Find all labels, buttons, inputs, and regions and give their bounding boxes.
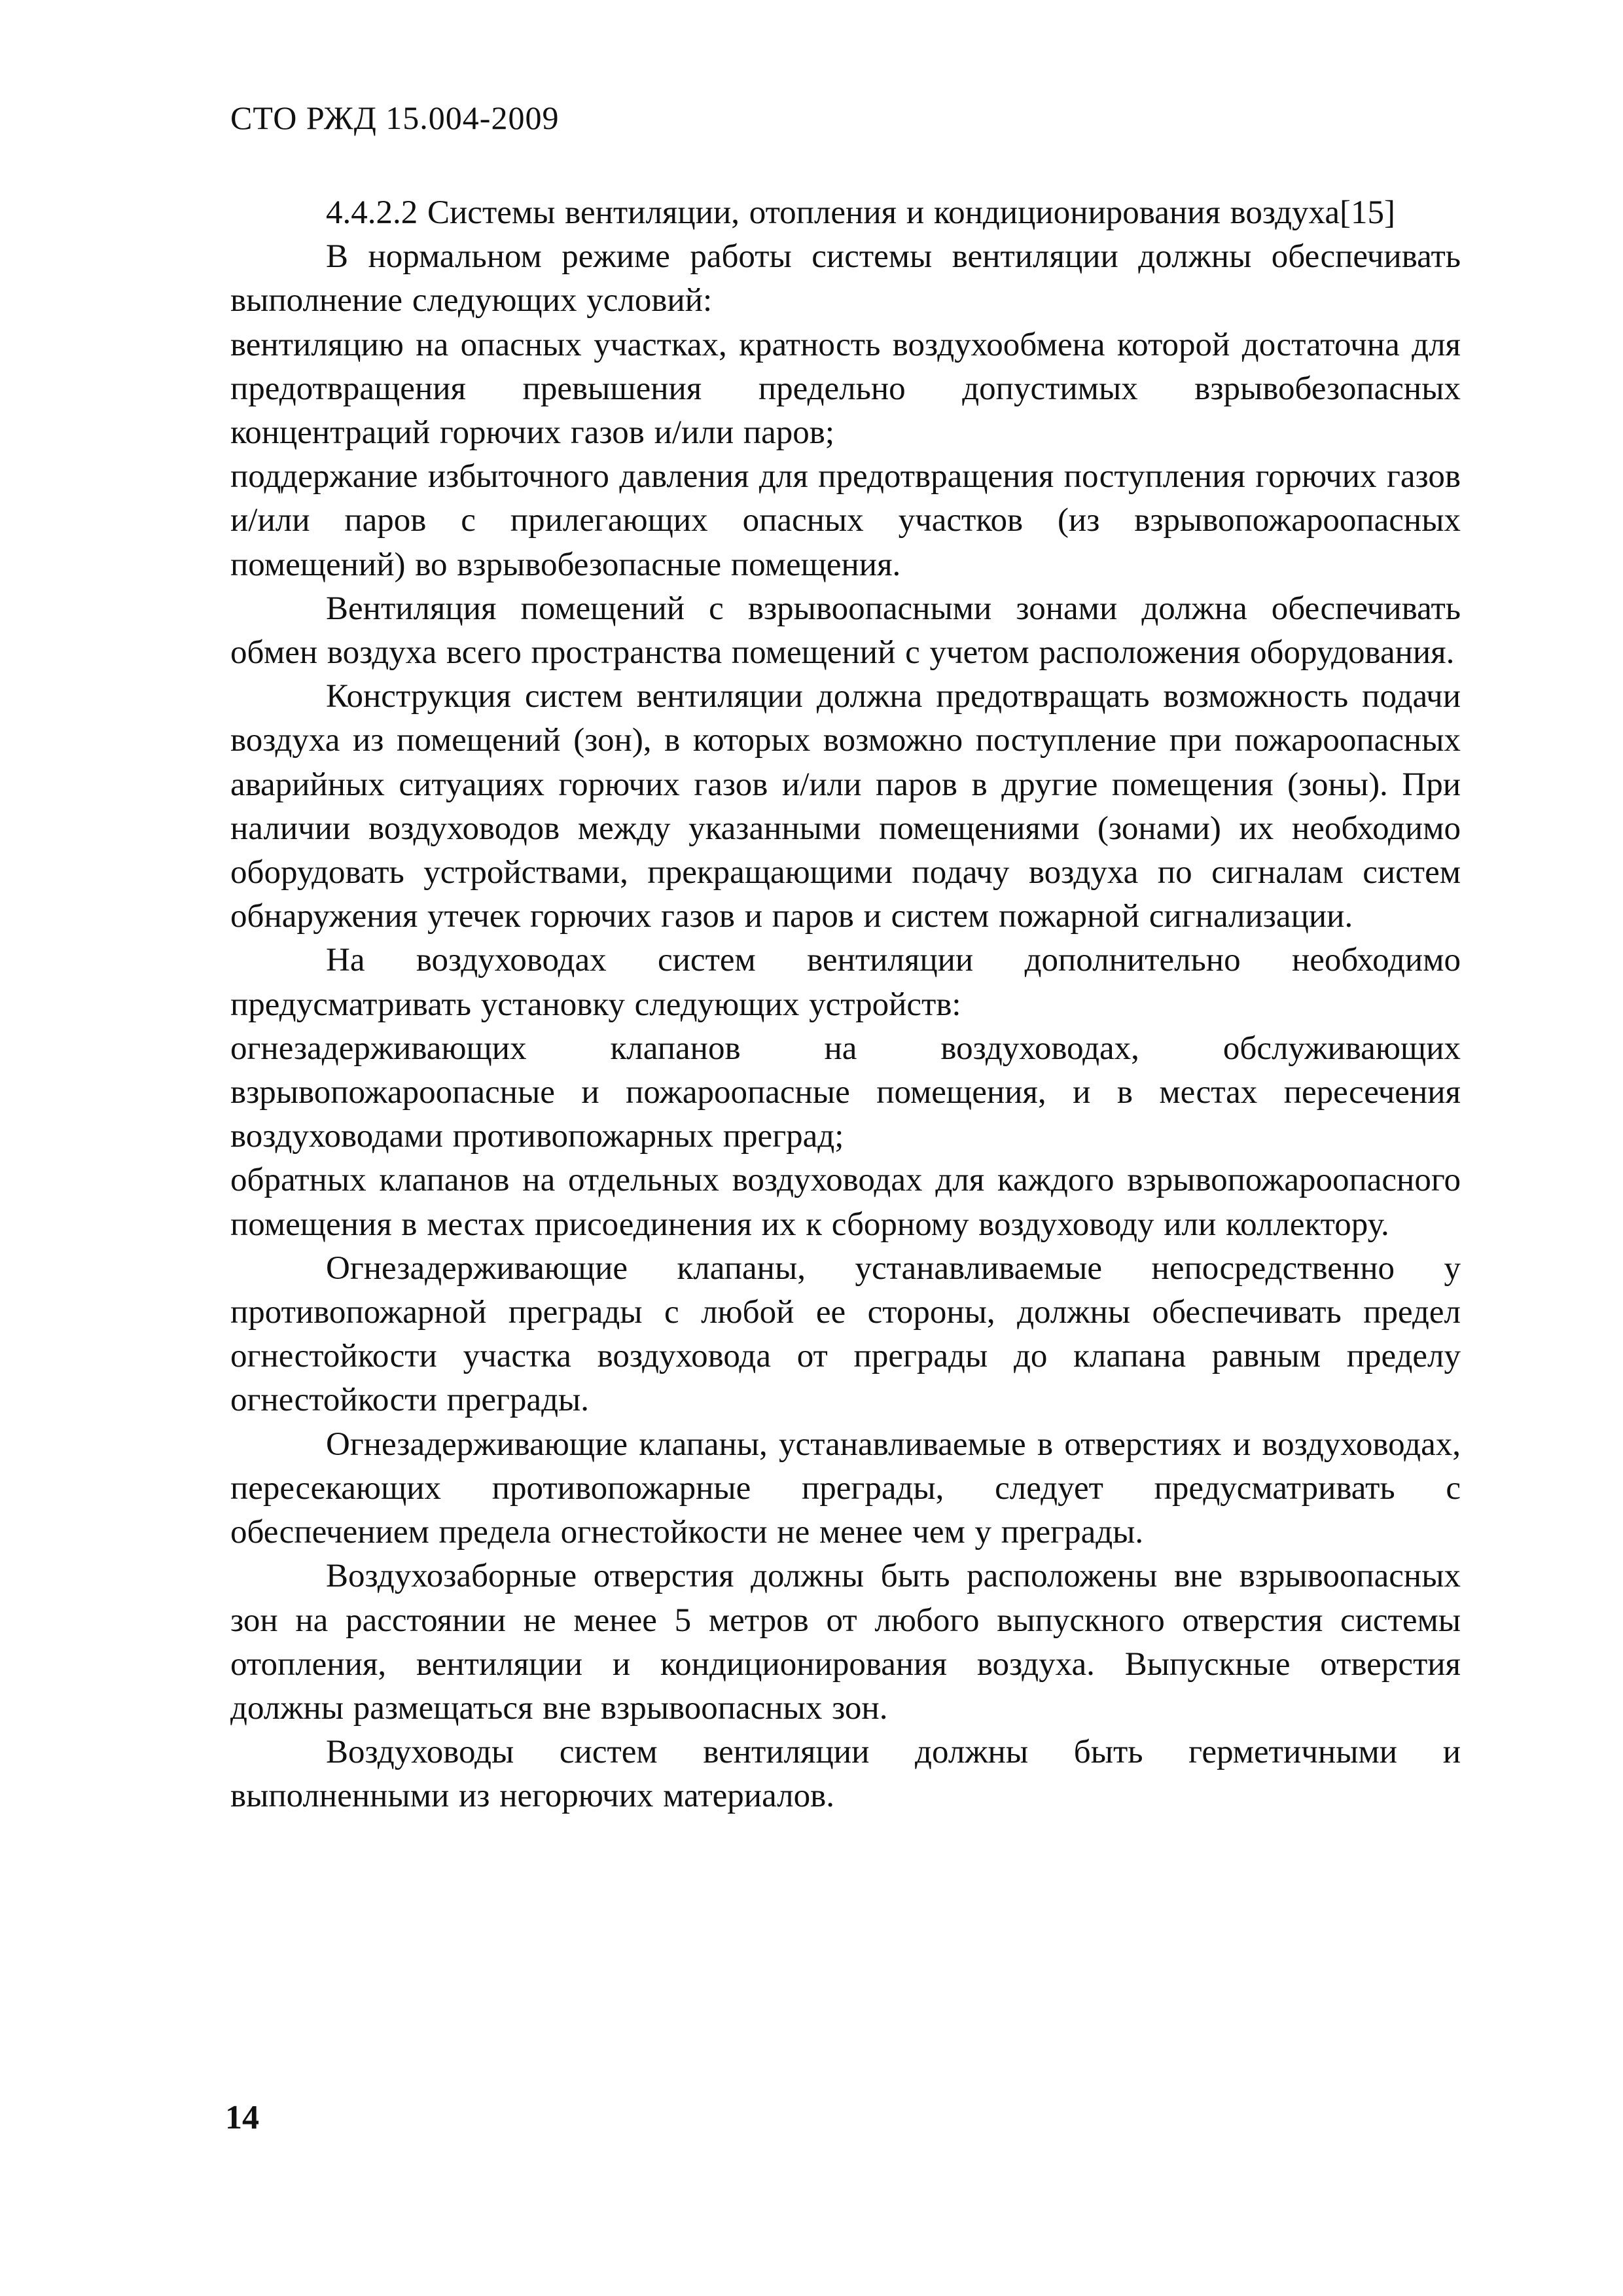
paragraph-system-design: Конструкция систем вентиляции должна предотвращать возможность подачи воздуха из помещений (зон), в которых возможно поступление при пожароопасных аварийных ситуациях горючих газов и/или паров в другие помещения (зоны). При наличии воздуховодов между указанными помещениями (зонами) их необходимо оборудовать устройствами, прекращающими подачу воздуха по сигналам систем обнаружения утечек горючих газов и паров и систем пожарной сигнализации. [230, 678, 1461, 935]
document-body [230, 191, 1461, 1819]
paragraph-damper-at-barrier: Огнезадерживающие клапаны, устанавливаемые непосредственно у противопожарной преграды с любой ее стороны, должны обеспечивать предел огнестойкости участка воздуховода от преграды до клапана равным пределу огнестойкости преграды. [230, 1249, 1461, 1419]
paragraph-damper-in-openings: Огнезадерживающие клапаны, устанавливаемые в отверстиях и воздуховодах, пересекающих противопожарные преграды, следует предусматривать с обеспечением предела огнестойкости не менее чем у преграды. [230, 1426, 1461, 1551]
paragraph-duct-devices: На воздуховодах систем вентиляции дополнительно необходимо предусматривать установку следующих устройств: [230, 942, 1461, 1023]
paragraph-air-intakes: Воздухозаборные отверстия должны быть расположены вне взрывоопасных зон на расстоянии не менее 5 метров от любого выпускного отверстия системы отопления, вентиляции и кондиционирования воздуха. Выпускные отверстия должны размещаться вне взрывоопасных зон. [230, 1558, 1461, 1727]
page-number: 14 [225, 2099, 259, 2136]
paragraph-normal-mode: В нормальном режиме работы системы вентиляции должны обеспечивать выполнение следующих условий: [230, 238, 1461, 319]
list-item-check-valves: обратных клапанов на отдельных воздуховодах для каждого взрывопожароопасного помещения в местах присоединения их к сборному воздуховоду или коллектору. [230, 1162, 1461, 1243]
page-header-doc-code: СТО РЖД 15.004-2009 [230, 99, 560, 136]
section-heading-4-4-2-2: 4.4.2.2 Системы вентиляции, отопления и кондиционирования воздуха[15] [326, 194, 1395, 231]
list-item-fire-dampers: огнезадерживающих клапанов на воздуховодах, обслуживающих взрывопожароопасные и пожароопасные помещения, и в местах пересечения воздуховодами противопожарных преград; [230, 1030, 1461, 1155]
list-item-overpressure: поддержание избыточного давления для предотвращения поступления горючих газов и/или паров с прилегающих опасных участков (из взрывопожароопасных помещений) во взрывобезопасные помещения. [230, 458, 1461, 583]
list-item-ventilation-hazard-zones: вентиляцию на опасных участках, кратность воздухообмена которой достаточна для предотвращения превышения предельно допустимых взрывобезопасных концентраций горючих газов и/или паров; [230, 326, 1461, 452]
paragraph-duct-materials: Воздуховоды систем вентиляции должны быть герметичными и выполненными из негорючих материалов. [230, 1734, 1461, 1815]
paragraph-explosive-zone-ventilation: Вентиляция помещений с взрывоопасными зонами должна обеспечивать обмен воздуха всего пространства помещений с учетом расположения оборудования. [230, 590, 1461, 672]
